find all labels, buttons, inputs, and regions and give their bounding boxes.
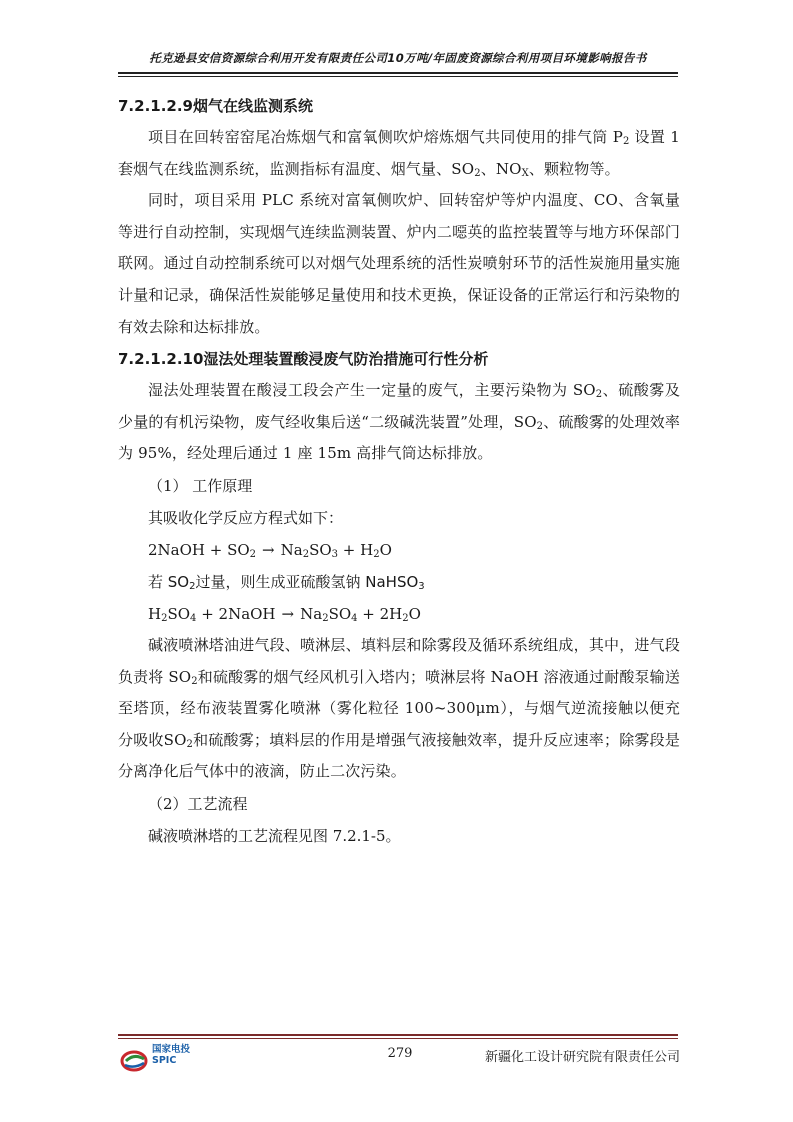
text-run: 、硫酸雾的处理效率为 95%，经处理后通过 1 座 15m 高排气筒达标排放。 [118,412,681,463]
paragraph-online-monitoring [118,122,680,185]
text-run: 若 SO [148,572,190,591]
subscript: 2 [161,612,168,624]
text-run: 湿法处理装置在酸浸工段会产生一定量的废气，主要污染物为 SO [148,381,596,400]
header-rule [118,72,678,74]
footer-rule [118,1034,678,1036]
text-run: 项目在回转窑窑尾冶炼烟气和富氧侧吹炉熔炼烟气共同使用的排气筒 P [148,128,623,146]
text-run: Na [280,540,303,559]
subscript: 2 [373,548,380,560]
text-run: O [379,540,392,559]
subscript: 2 [322,612,329,624]
text-run: O [408,604,421,623]
subscript: 3 [418,580,425,592]
running-header: 托克逊县安信资源综合利用开发有限责任公司10万吨/年固废资源综合利用项目环境影响报告书 [149,51,647,65]
document-body [118,90,680,852]
subscript: 2 [622,136,630,147]
text-run: 、颗粒物等。 [528,159,620,178]
text-run: 和硫酸雾；填料层的作用是增强气液接触效率，提升反应速率；除雾段是分离净化后气体中的液滴，防止二次污染。 [118,730,680,781]
footer-organization: 新疆化工设计研究院有限责任公司 [484,1050,680,1065]
subscript: X [521,167,529,179]
logo-text [152,1044,190,1066]
text-run: 碱液喷淋塔油进气段、喷淋层、填料层和除雾段及循环系统组成，其中，进气段负责将 SO [118,635,680,686]
subscript: 4 [351,612,358,624]
header-rule-thin [118,76,678,77]
subscript: 2 [191,675,198,687]
paragraph-acid-leach-exhaust [118,375,680,470]
subscript: 2 [189,580,196,592]
paragraph-scrubber-description [118,630,680,788]
text-run: 设置 1 套烟气在线监测系统，监测指标有温度、烟气量、SO [118,128,680,178]
section-heading-7-2-1-2-9: 7.2.1.2.9烟气在线监测系统 [118,97,313,115]
text-run: 2NaOH + SO [148,540,250,559]
logo-text-cn: 国家电投 [152,1044,191,1055]
paragraph-plc-control: 同时，项目采用 PLC 系统对富氧侧吹炉、回转窑炉等炉内温度、CO、含氧量等进行自动控制，实现烟气连续监测装置、炉内二噁英的监控装置等与地方环保部门联网。通过自动控制系统可以对烟气处理系统的活性炭喷射环节的活性炭施用量实施计量和记录，确保活性炭能够足量使用和技术更换，保证设备的正常运行和污染物的有效去除和达标排放。 [118,191,680,336]
subscript: 2 [249,548,257,560]
sub-heading-process-flow: （2）工艺流程 [148,794,248,813]
text-run: Na [300,604,323,623]
text-run: 、NO [480,159,522,178]
page-number: 279 [387,1046,413,1061]
subscript: 2 [595,389,603,401]
text-run: SO [328,604,352,623]
subscript: 3 [331,548,339,560]
subscript: 2 [402,612,409,624]
text-run: SO [167,604,191,623]
reaction-arrow: → [281,604,295,623]
logo-text-en: SPIC [152,1055,177,1066]
text-run: + 2NaOH [196,604,276,623]
text-run: 和硫酸雾的烟气经风机引入塔内；喷淋层将 NaOH 溶液通过耐酸泵输送至塔顶，经布液装置雾化喷淋（雾化粒径 100~300μm），与烟气逆流接触以便充分吸收SO [118,667,680,749]
excess-so2-note [118,566,680,598]
reaction-arrow: → [262,540,275,559]
text-run: 过量，则生成亚硫酸氢钠 NaHSO [195,572,419,591]
reaction-intro: 其吸收化学反应方程式如下： [148,508,344,527]
footer-rule-thin [118,1038,678,1039]
equation-2 [118,598,680,630]
subscript: 2 [536,420,544,432]
text-run: + H [338,540,374,559]
text-run: 、硫酸雾及少量的有机污染物，废气经收集后送“二级碱洗装置”处理，SO [118,381,680,431]
subscript: 2 [186,738,194,750]
text-run: H [148,604,162,623]
section-heading-7-2-1-2-10: 7.2.1.2.10湿法处理装置酸浸废气防治措施可行性分析 [118,350,489,369]
subscript: 2 [474,167,481,179]
subscript: 2 [302,548,310,560]
text-run: SO [309,540,332,559]
sub-heading-working-principle: （1） 工作原理 [148,476,253,495]
process-flow-reference: 碱液喷淋塔的工艺流程见图 7.2.1-5。 [148,826,401,845]
equation-1 [118,534,680,566]
subscript: 4 [190,612,197,624]
text-run: + 2H [357,604,403,623]
